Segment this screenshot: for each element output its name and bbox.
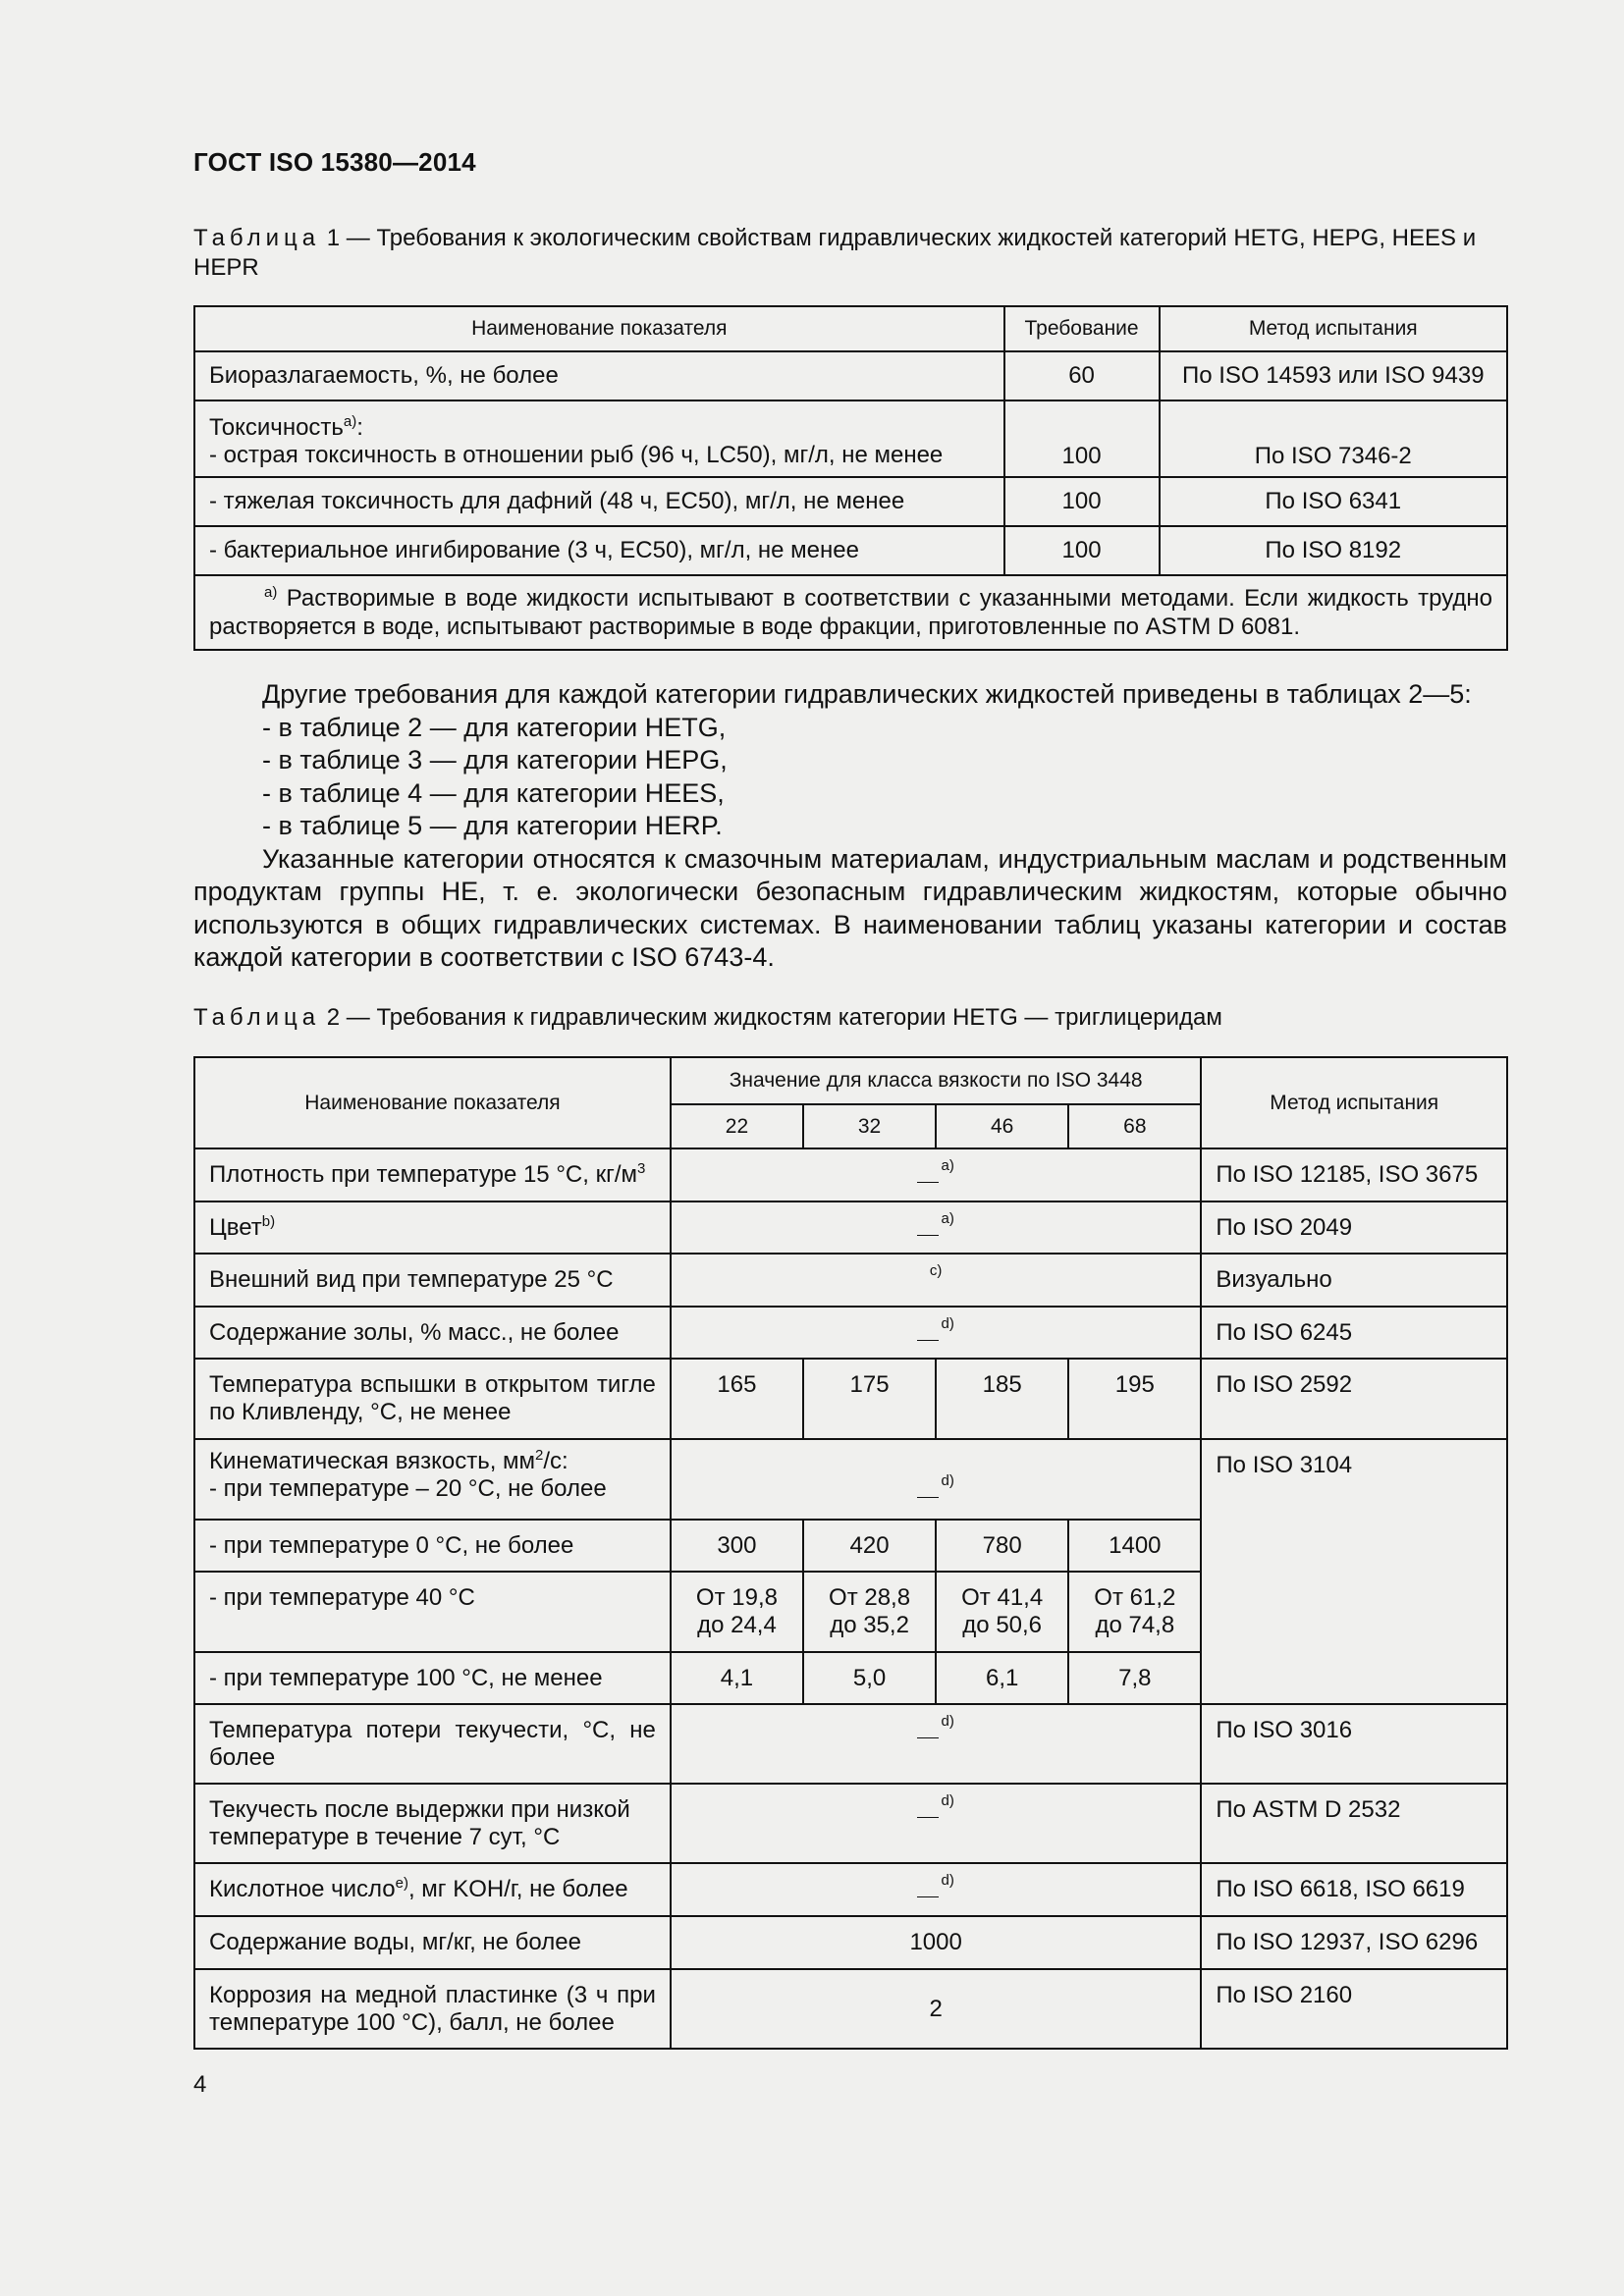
- row-method: По ISO 3104: [1201, 1439, 1507, 1704]
- row-name: Содержание золы, % масс., не более: [194, 1307, 671, 1359]
- row-value: 100: [1004, 526, 1160, 575]
- row-value: 60: [1004, 351, 1160, 400]
- dash-note-cell: [671, 1863, 1202, 1916]
- viscosity-class: 22: [671, 1104, 803, 1148]
- dash-line: [917, 1497, 939, 1498]
- table-row: [194, 1254, 1507, 1307]
- footnote-ref: d): [941, 1472, 954, 1489]
- viscosity-class: 32: [803, 1104, 936, 1148]
- table-row: [194, 1784, 1507, 1863]
- row-method: По ISO 14593 или ISO 9439: [1160, 351, 1507, 400]
- range-from: От 19,8: [695, 1584, 778, 1611]
- cell-value-range: [803, 1572, 936, 1652]
- table1-footnote: [194, 575, 1507, 650]
- table1-col-requirement: Требование: [1004, 306, 1160, 351]
- row-value: 100: [1004, 400, 1160, 477]
- table-row: [194, 1704, 1507, 1784]
- row-name: [194, 1148, 671, 1201]
- table1-col-method: Метод испытания: [1160, 306, 1507, 351]
- row-method: По ISO 12937, ISO 6296: [1201, 1916, 1507, 1969]
- cell-value-range: [936, 1572, 1068, 1652]
- row-method: По ISO 6245: [1201, 1307, 1507, 1359]
- row-method: По ISO 8192: [1160, 526, 1507, 575]
- table1: [193, 305, 1508, 651]
- page-number: 4: [193, 2071, 207, 2098]
- row-name-tail: :: [356, 414, 363, 441]
- cell-value-range: [1068, 1572, 1201, 1652]
- table1-caption: [193, 224, 1507, 283]
- dash-note-cell: [671, 1784, 1202, 1863]
- table-row: [194, 1863, 1507, 1916]
- row-name-text: Цвет: [209, 1213, 262, 1241]
- row-name-tail: /с:: [543, 1448, 568, 1474]
- dash-note-cell: [671, 1439, 1202, 1520]
- table-row: [194, 1359, 1507, 1439]
- cell-value: 5,0: [803, 1652, 936, 1704]
- row-method: По ISO 3016: [1201, 1704, 1507, 1784]
- cell-value: 6,1: [936, 1652, 1068, 1704]
- dash-line: [917, 1817, 939, 1818]
- note-cell: [671, 1254, 1202, 1307]
- footnote-ref: d): [941, 1713, 954, 1730]
- row-name: [194, 400, 1004, 477]
- superscript: 2: [535, 1447, 544, 1464]
- row-name: [194, 1439, 671, 1520]
- row-name: - при температуре 0 °С, не более: [194, 1520, 671, 1572]
- viscosity-class: 68: [1068, 1104, 1201, 1148]
- dash-line: [917, 1182, 939, 1183]
- footnote-ref: b): [261, 1212, 276, 1230]
- footnote-ref: a): [941, 1210, 954, 1227]
- dash-note-cell: [671, 1201, 1202, 1254]
- row-name: - тяжелая токсичность для дафний (48 ч, EC50), мг/л, не менее: [194, 477, 1004, 526]
- row-method: По ISO 12185, ISO 3675: [1201, 1148, 1507, 1201]
- footnote-ref: c): [929, 1262, 943, 1279]
- row-name-text: Кинематическая вязкость, мм: [209, 1448, 536, 1474]
- row-method: По ISO 2592: [1201, 1359, 1507, 1439]
- row-name: Коррозия на медной пластинке (3 ч при температуре 100 °С), балл, не более: [194, 1969, 671, 2049]
- row-name: Текучесть после выдержки при низкой температуре в течение 7 сут, °С: [194, 1784, 671, 1863]
- row-name-text: Плотность при температуре 15 °С, кг/м: [209, 1161, 638, 1188]
- table-row: [194, 1201, 1507, 1254]
- row-name: - при температуре 100 °С, не менее: [194, 1652, 671, 1704]
- cell-value: 780: [936, 1520, 1068, 1572]
- table1-col-name: Наименование показателя: [194, 306, 1004, 351]
- row-method: По ISO 7346-2: [1160, 400, 1507, 477]
- cell-value: 7,8: [1068, 1652, 1201, 1704]
- footnote-ref: d): [941, 1315, 954, 1332]
- table1-caption-text: 1 — Требования к экологическим свойствам гидравлических жидкостей категорий HETG, HEPG, HEES и HEPR: [193, 225, 1477, 281]
- range-from: От 61,2: [1094, 1584, 1176, 1611]
- cell-value: 420: [803, 1520, 936, 1572]
- table-row: [194, 1916, 1507, 1969]
- row-method: По ASTM D 2532: [1201, 1784, 1507, 1863]
- table-row: [194, 400, 1507, 477]
- footnote-ref: d): [941, 1872, 954, 1889]
- row-name-sub: - острая токсичность в отношении рыб (96 ч, LC50), мг/л, не менее: [209, 442, 944, 468]
- body-text: [193, 678, 1507, 975]
- row-method: Визуально: [1201, 1254, 1507, 1307]
- list-item: - в таблице 4 — для категории HEES,: [262, 777, 725, 808]
- table2-col-method: Метод испытания: [1201, 1057, 1507, 1148]
- row-method: По ISO 6341: [1160, 477, 1507, 526]
- row-name: Внешний вид при температуре 25 °С: [194, 1254, 671, 1307]
- cell-value: 195: [1068, 1359, 1201, 1439]
- table2-caption-word: Таблица: [193, 1004, 321, 1031]
- row-value: 100: [1004, 477, 1160, 526]
- table2-caption: [193, 1003, 1507, 1033]
- cell-value: 1400: [1068, 1520, 1201, 1572]
- cell-value: 185: [936, 1359, 1068, 1439]
- viscosity-class: 46: [936, 1104, 1068, 1148]
- row-method: По ISO 2049: [1201, 1201, 1507, 1254]
- dash-line: [917, 1896, 939, 1897]
- table-row: [194, 526, 1507, 575]
- body-paragraph: Указанные категории относятся к смазочным материалам, индустриальным маслам и родственным продуктам группы НЕ, т. е. экологически безопасным гидравлическим жидкостям, которые обычно используются в общих гидравлических системах. В наименовании таблиц указаны категории и состав каждой категории в соответствии с ISO 6743-4.: [193, 843, 1507, 972]
- list-item: - в таблице 2 — для категории HETG,: [262, 712, 727, 742]
- document-code: ГОСТ ISO 15380—2014: [193, 147, 476, 177]
- dash-note-cell: [671, 1148, 1202, 1201]
- row-name: Температура вспышки в открытом тигле по Кливленду, °С, не менее: [194, 1359, 671, 1439]
- range-from: От 28,8: [829, 1584, 911, 1611]
- table1-caption-word: Таблица: [193, 225, 321, 251]
- row-method: По ISO 2160: [1201, 1969, 1507, 2049]
- footnote-ref: d): [941, 1792, 954, 1809]
- dash-line: [917, 1235, 939, 1236]
- table-row: [194, 477, 1507, 526]
- table2-col-name: Наименование показателя: [194, 1057, 671, 1148]
- range-to: до 50,6: [962, 1612, 1043, 1638]
- table-row: [194, 1439, 1507, 1520]
- superscript: 3: [637, 1160, 646, 1177]
- range-to: до 74,8: [1095, 1612, 1175, 1638]
- cell-value: 2: [671, 1969, 1202, 2049]
- footnote-ref: a): [343, 413, 357, 430]
- row-name: - при температуре 40 °С: [194, 1572, 671, 1652]
- row-name-main: Токсичность: [209, 414, 344, 441]
- table-row: [194, 1969, 1507, 2049]
- row-method: По ISO 6618, ISO 6619: [1201, 1863, 1507, 1916]
- cell-value-range: [671, 1572, 803, 1652]
- cell-value: 165: [671, 1359, 803, 1439]
- range-to: до 24,4: [697, 1612, 777, 1638]
- footnote-text: Растворимые в воде жидкости испытывают в соответствии с указанными методами. Если жидкость трудно растворяется в воде, испытывают растворимые в воде фракции, приготовленные по ASTM D 6081.: [209, 585, 1492, 640]
- dash-note-cell: [671, 1704, 1202, 1784]
- table2-header-row: [194, 1057, 1507, 1104]
- row-name-text: Кислотное число: [209, 1876, 396, 1902]
- row-name: [194, 1863, 671, 1916]
- row-name: - бактериальное ингибирование (3 ч, EC50), мг/л, не менее: [194, 526, 1004, 575]
- row-name: [194, 1201, 671, 1254]
- body-intro: Другие требования для каждой категории гидравлических жидкостей приведены в таблицах 2—5:: [262, 679, 1472, 709]
- row-name-sub: - при температуре – 20 °С, не более: [209, 1475, 607, 1502]
- table-row: [194, 351, 1507, 400]
- cell-value: 175: [803, 1359, 936, 1439]
- list-item: - в таблице 5 — для категории HERP.: [262, 811, 723, 840]
- range-to: до 35,2: [830, 1612, 909, 1638]
- row-name: Температура потери текучести, °С, не более: [194, 1704, 671, 1784]
- list-item: - в таблице 3 — для категории HEPG,: [262, 745, 728, 774]
- table-row: [194, 1148, 1507, 1201]
- row-name: Биоразлагаемость, %, не более: [194, 351, 1004, 400]
- row-name-tail: , мг KOH/г, не более: [407, 1876, 628, 1902]
- row-name: Содержание воды, мг/кг, не более: [194, 1916, 671, 1969]
- dash-note-cell: [671, 1307, 1202, 1359]
- footnote-mark: a): [264, 584, 278, 601]
- table2-col-values: Значение для класса вязкости по ISO 3448: [671, 1057, 1202, 1104]
- table1-header-row: [194, 306, 1507, 351]
- table1-footnote-row: [194, 575, 1507, 650]
- dash-line: [917, 1737, 939, 1738]
- footnote-ref: a): [941, 1157, 954, 1174]
- table2: [193, 1056, 1508, 2050]
- table2-caption-text: 2 — Требования к гидравлическим жидкостям категории HETG — триглицеридам: [320, 1004, 1222, 1031]
- cell-value: 300: [671, 1520, 803, 1572]
- dash-line: [917, 1340, 939, 1341]
- cell-value: 1000: [671, 1916, 1202, 1969]
- range-from: От 41,4: [961, 1584, 1044, 1611]
- footnote-ref: e): [395, 1875, 408, 1892]
- table-row: [194, 1307, 1507, 1359]
- cell-value: 4,1: [671, 1652, 803, 1704]
